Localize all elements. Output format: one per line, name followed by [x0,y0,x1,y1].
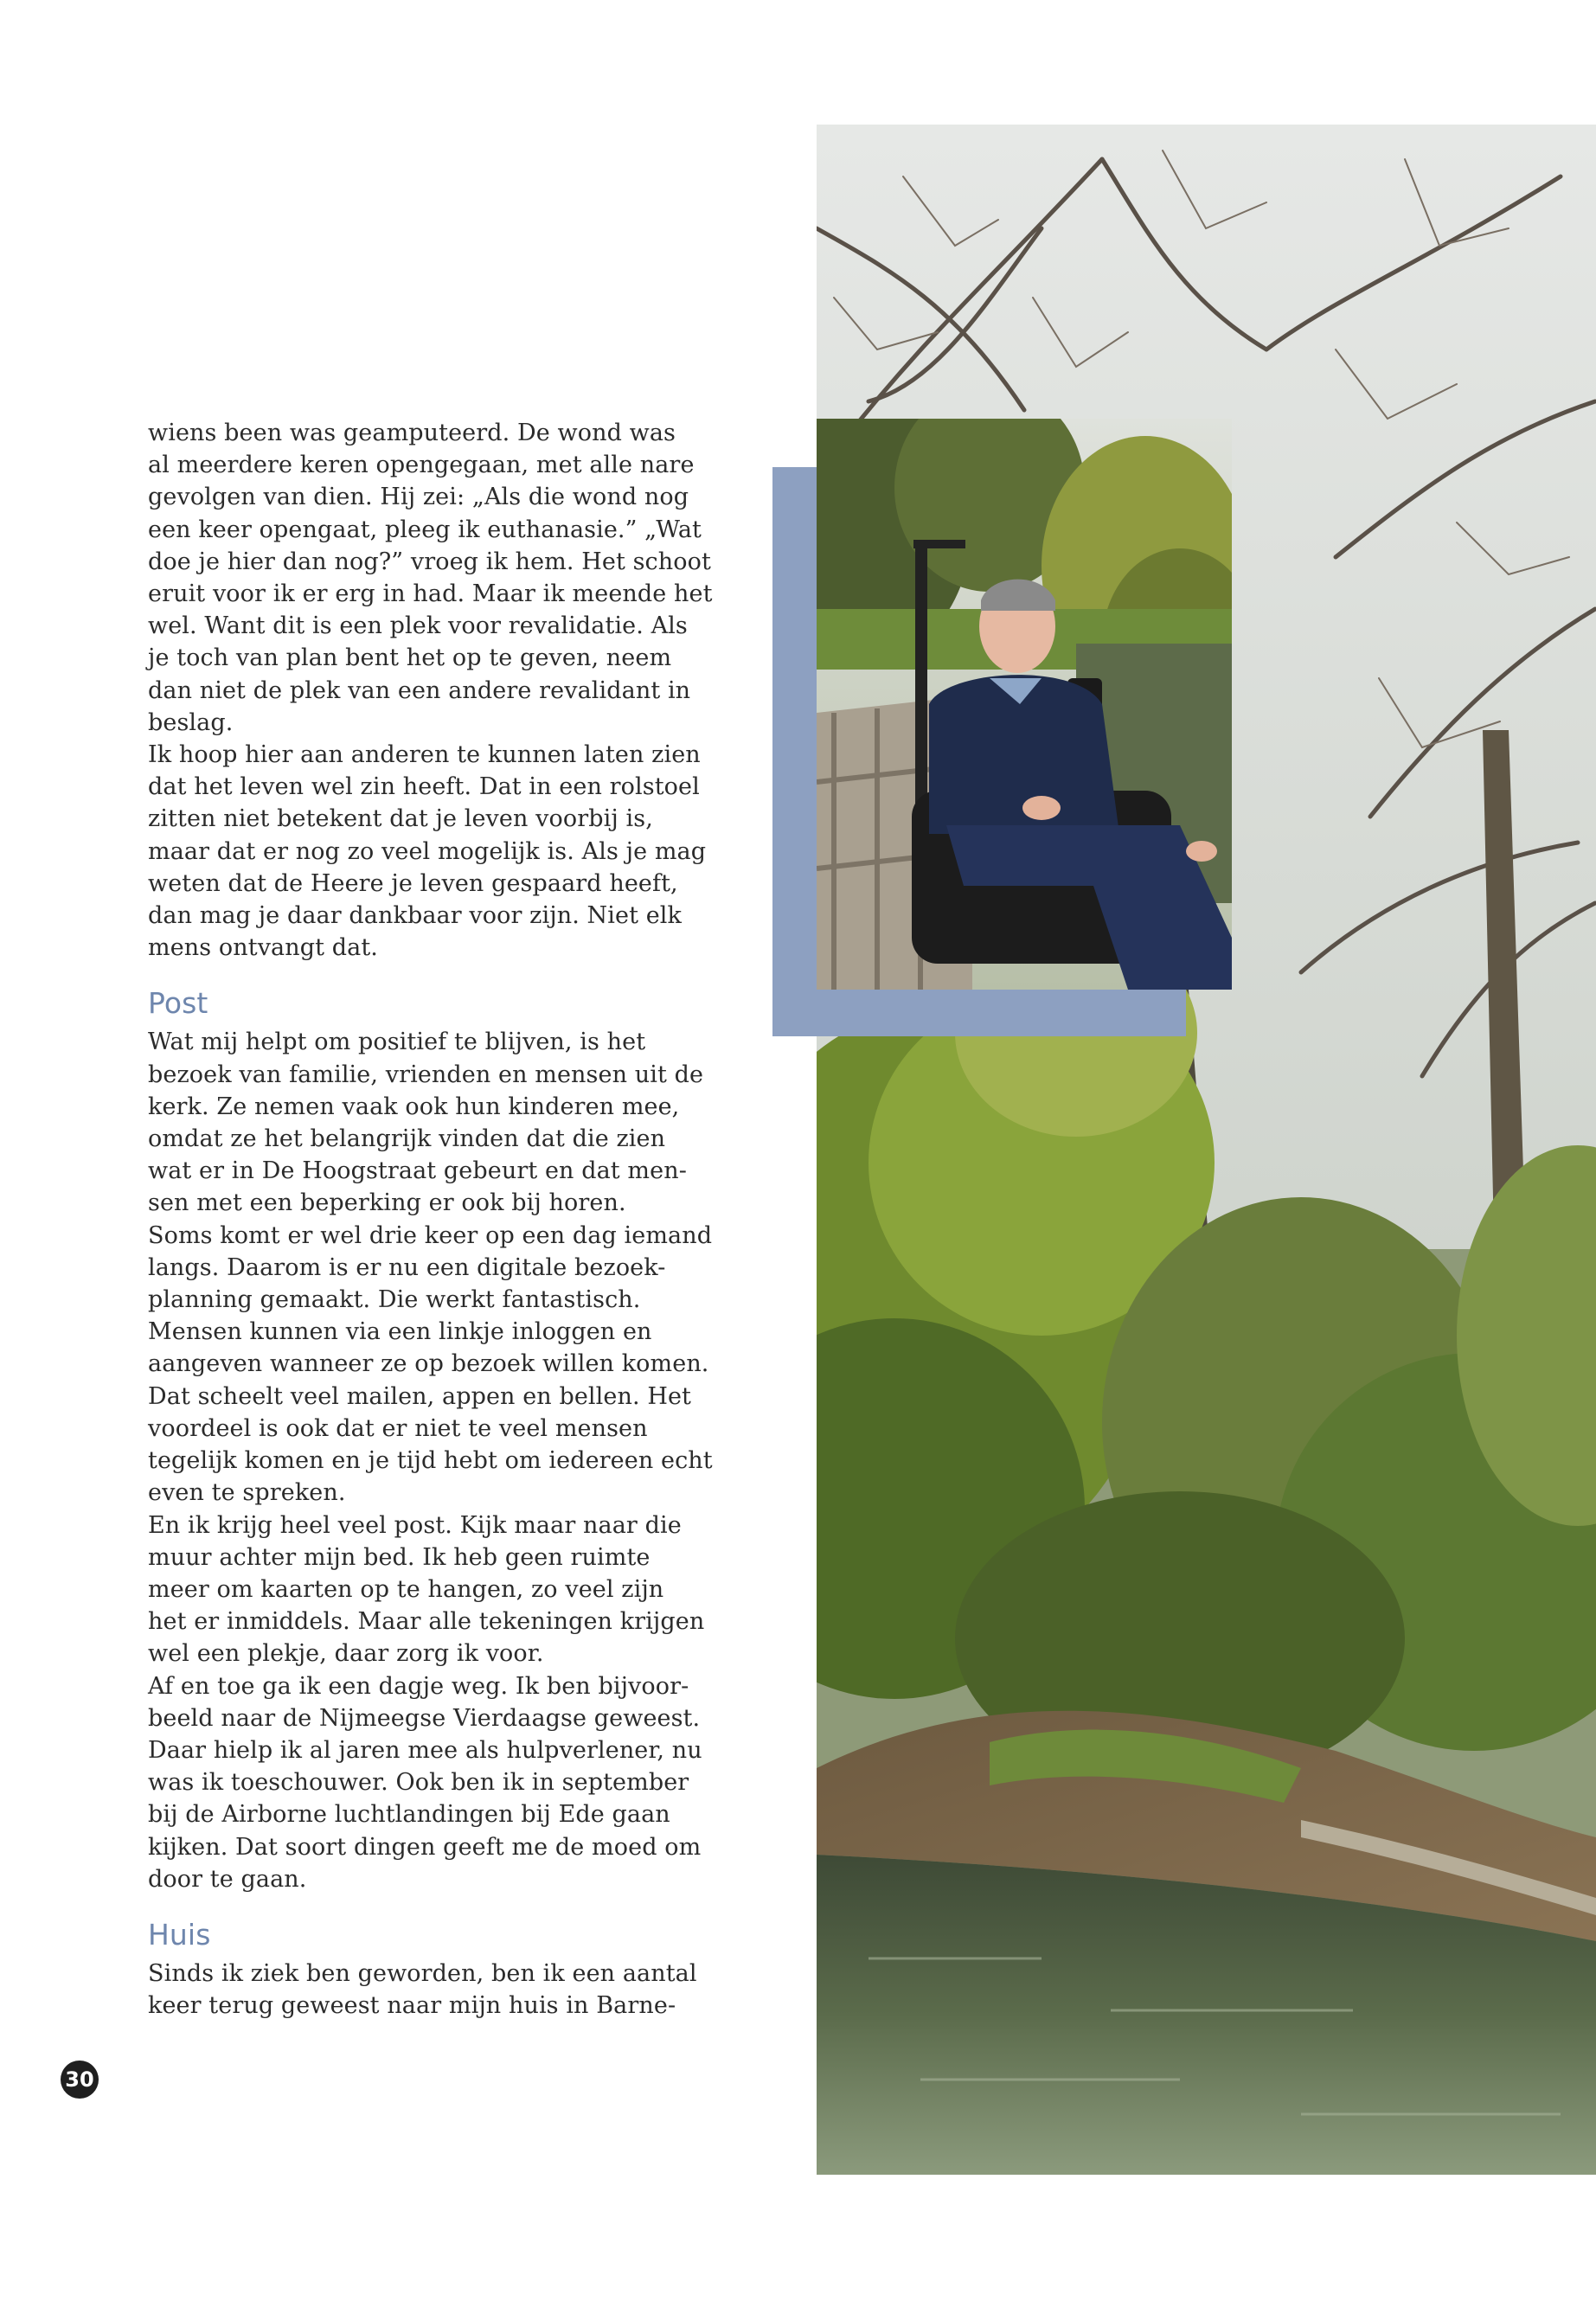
text-line: meer om kaarten op te hangen, zo veel zijn [148,1575,664,1603]
text-line: Dat scheelt veel mailen, appen en bellen. Het [148,1382,692,1410]
text-line: omdat ze het belangrijk vinden dat die zien [148,1125,666,1153]
text-line: Sinds ik ziek ben geworden, ben ik een aantal [148,1959,697,1987]
section-heading-post: Post [148,986,208,1021]
text-line: maar dat er nog zo veel mogelijk is. Als je mag [148,837,707,865]
text-line: bij de Airborne luchtlandingen bij Ede gaan [148,1801,670,1829]
text-line: zitten niet betekent dat je leven voorbij is, [148,805,653,833]
text-line: al meerdere keren opengegaan, met alle nare [148,452,695,479]
text-line: Daar hielp ik al jaren mee als hulpverlener, nu [148,1736,702,1764]
paragraph [148,1220,713,1509]
text-line: een keer opengaat, pleeg ik euthanasie.” „Wat [148,516,702,543]
paragraph [148,1670,702,1895]
text-line: weten dat de Heere je leven gespaard heeft, [148,869,678,897]
text-line: beeld naar de Nijmeegse Vierdaagse geweest. [148,1704,701,1732]
text-line: door te gaan. [148,1865,307,1893]
text-line: Af en toe ga ik een dagje weg. Ik ben bijvoor- [148,1672,689,1700]
text-line: Soms komt er wel drie keer op een dag iemand [148,1221,713,1249]
section-heading-huis: Huis [148,1917,211,1952]
paragraph [148,1026,704,1219]
text-line: Mensen kunnen via een linkje inloggen en [148,1318,652,1346]
text-line: muur achter mijn bed. Ik heb geen ruimte [148,1543,651,1571]
paragraph [148,417,713,739]
text-line: wiens been was geamputeerd. De wond was [148,420,676,446]
text-line: wel. Want dit is een plek voor revalidatie. Als [148,612,688,640]
text-line: En ik krijg heel veel post. Kijk maar naar die [148,1511,682,1539]
paragraph [148,739,707,964]
text-line: aangeven wanneer ze op bezoek willen komen. [148,1350,709,1378]
text-line: keer terug geweest naar mijn huis in Barne- [148,1992,676,2020]
text-line: even te spreken. [148,1479,346,1507]
text-line: langs. Daarom is er nu een digitale bezoek- [148,1253,666,1281]
text-line: tegelijk komen en je tijd hebt om iedereen echt [148,1447,713,1475]
page-number-badge: 30 [61,2061,99,2099]
text-line: beslag. [148,708,234,736]
paragraph [148,1958,697,2022]
paragraph [148,1509,705,1670]
text-line: kerk. Ze nemen vaak ook hun kinderen mee, [148,1093,680,1120]
text-line: kijken. Dat soort dingen geeft me de moed om [148,1833,702,1861]
text-line: Wat mij helpt om positief te blijven, is het [148,1029,646,1056]
article-body [148,417,713,2022]
text-line: voordeel is ook dat er niet te veel mensen [148,1414,648,1442]
text-line: gevolgen van dien. Hij zei: „Als die wond nog [148,484,689,511]
text-line: eruit voor ik er erg in had. Maar ik meende het [148,580,713,608]
text-line: wel een plekje, daar zorg ik voor. [148,1640,544,1668]
text-line: dan mag je daar dankbaar voor zijn. Niet elk [148,902,683,930]
text-line: bezoek van familie, vrienden en mensen uit de [148,1061,704,1088]
text-line: mens ontvangt dat. [148,934,378,962]
text-line: dan niet de plek van een andere revalidant in [148,676,691,704]
text-line: sen met een beperking er ook bij horen. [148,1189,626,1217]
text-line: wat er in De Hoogstraat gebeurt en dat men- [148,1157,687,1185]
text-line: doe je hier dan nog?” vroeg ik hem. Het schoot [148,548,711,575]
text-line: was ik toeschouwer. Ook ben ik in september [148,1769,689,1797]
text-line: dat het leven wel zin heeft. Dat in een rolstoel [148,773,700,801]
text-line: Ik hoop hier aan anderen te kunnen laten zien [148,741,701,769]
portrait-photo [817,419,1232,990]
text-line: je toch van plan bent het op te geven, neem [148,644,672,672]
text-line: het er inmiddels. Maar alle tekeningen krijgen [148,1608,705,1636]
text-line: planning gemaakt. Die werkt fantastisch. [148,1286,641,1314]
